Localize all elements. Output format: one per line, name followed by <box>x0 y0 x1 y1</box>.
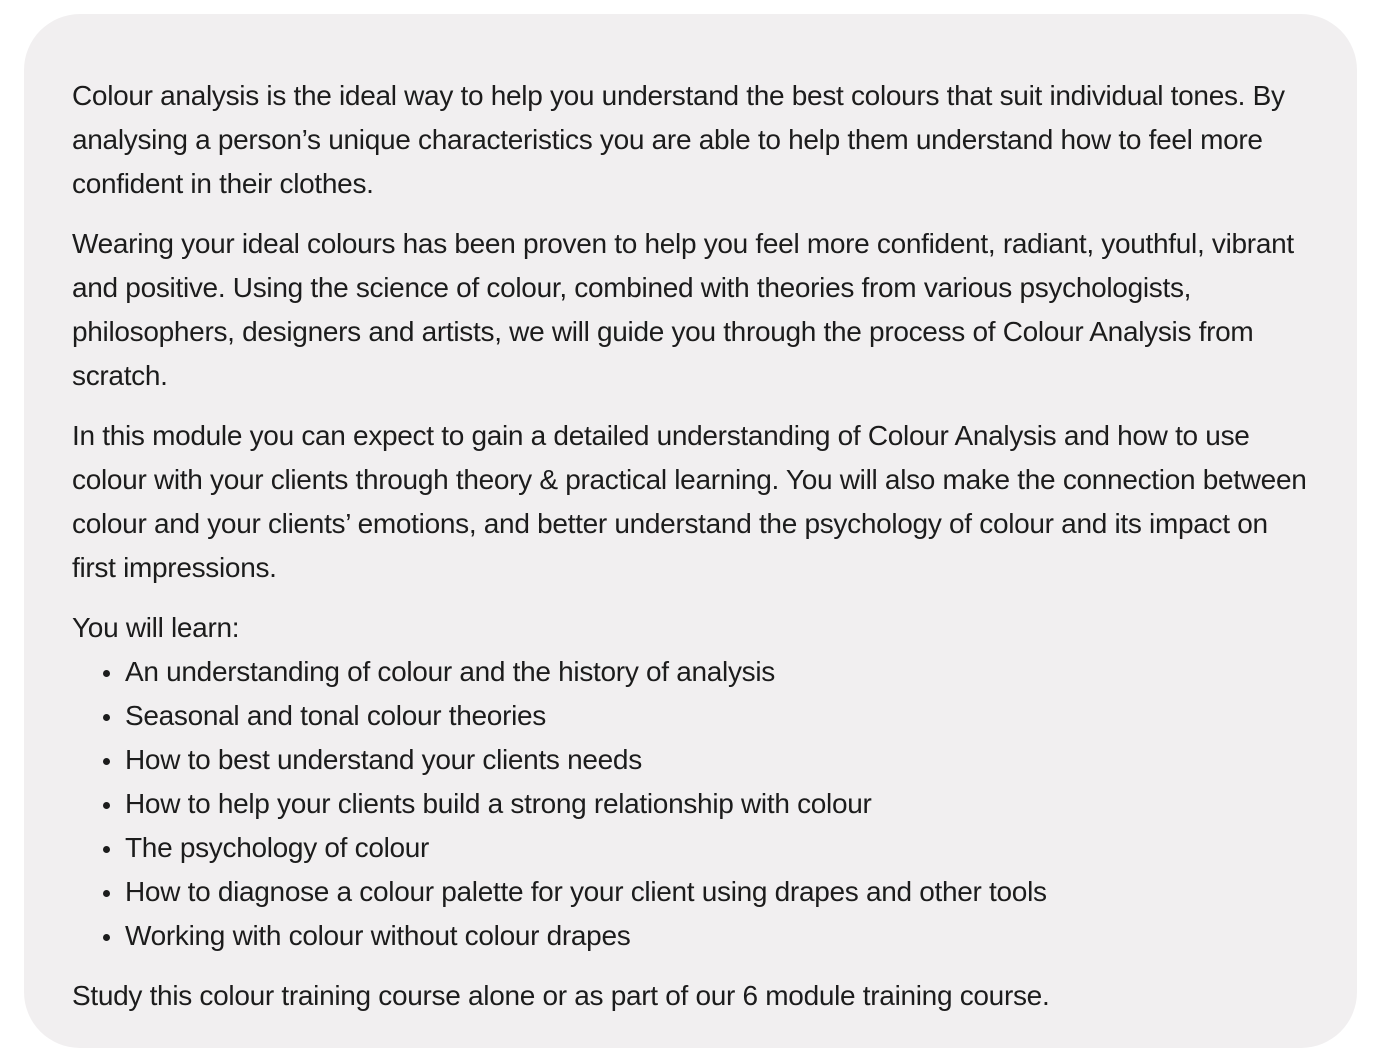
list-item <box>72 738 1317 782</box>
module-paragraph: In this module you can expect to gain a detailed understanding of Colour Analysis and how to use colour with your clients through theory & practical learning. You will also make the connection between colour and your clients’ emotions, and better understand the psychology of colour and its impact on first impressions. <box>72 420 1307 583</box>
list-item-text: Working with colour without colour drapes <box>125 920 631 951</box>
course-description-card <box>24 14 1357 1048</box>
list-item <box>72 826 1317 870</box>
bullet-icon <box>103 758 110 765</box>
list-item-text: How to diagnose a colour palette for your client using drapes and other tools <box>125 876 1047 907</box>
closing-paragraph: Study this colour training course alone or as part of our 6 module training course. <box>72 980 1050 1011</box>
list-item <box>72 694 1317 738</box>
list-item-text: How to best understand your clients needs <box>125 744 642 775</box>
bullet-icon <box>103 846 110 853</box>
list-item-text: The psychology of colour <box>125 832 430 863</box>
learn-list <box>72 650 1317 958</box>
intro-paragraph: Colour analysis is the ideal way to help you understand the best colours that suit individual tones. By analysing a person’s unique characteristics you are able to help them understand how to feel more confident in their clothes. <box>72 80 1285 199</box>
list-item-text: Seasonal and tonal colour theories <box>125 700 546 731</box>
list-item-text: How to help your clients build a strong relationship with colour <box>125 788 872 819</box>
bullet-icon <box>103 802 110 809</box>
bullet-icon <box>103 670 110 677</box>
bullet-icon <box>103 934 110 941</box>
benefits-paragraph: Wearing your ideal colours has been proven to help you feel more confident, radiant, youthful, vibrant and positive. Using the science of colour, combined with theories from various psychologists, philosophers, designers and artists, we will guide you through the process of Colour Analysis from scratch. <box>72 228 1294 391</box>
list-item <box>72 650 1317 694</box>
list-item-text: An understanding of colour and the history of analysis <box>125 656 775 687</box>
list-item <box>72 782 1317 826</box>
bullet-icon <box>103 890 110 897</box>
list-item <box>72 870 1317 914</box>
bullet-icon <box>103 714 110 721</box>
learn-label: You will learn: <box>72 612 240 643</box>
list-item <box>72 914 1317 958</box>
